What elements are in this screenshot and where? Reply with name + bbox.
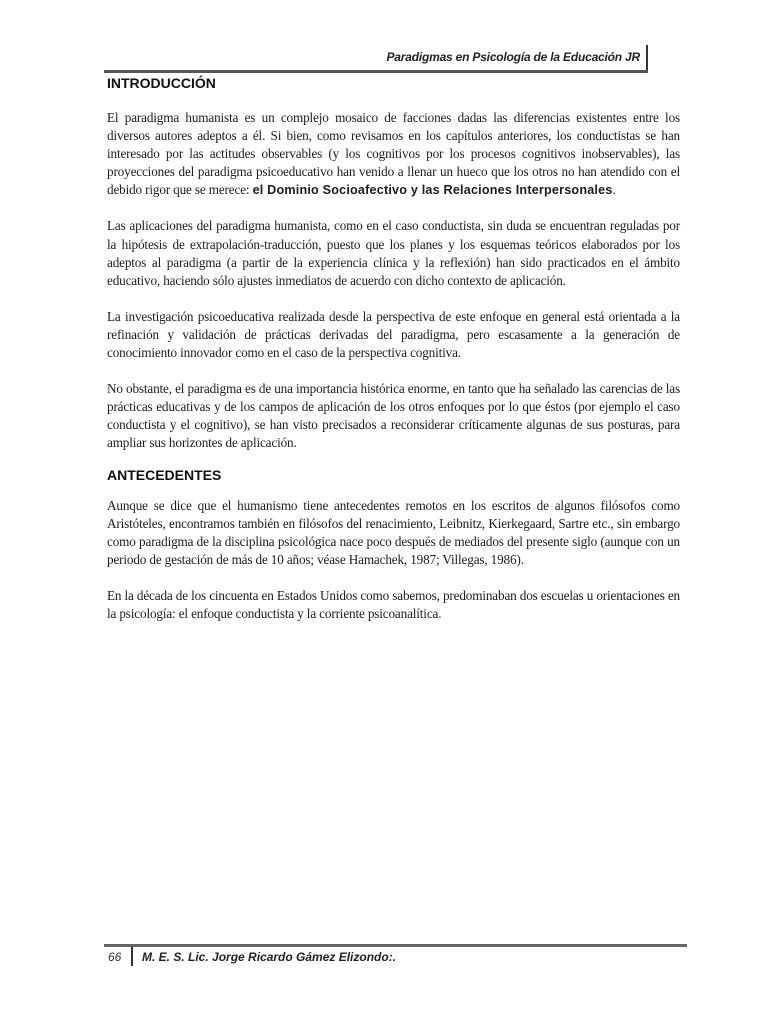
- footer-author: M. E. S. Lic. Jorge Ricardo Gámez Elizondo:.: [142, 950, 397, 964]
- section-heading-antecedentes: ANTECEDENTES: [107, 466, 222, 483]
- intro-paragraph-1-emphasis: el Dominio Socioafectivo y las Relaciones Interpersonales: [252, 183, 613, 198]
- footer-rule: [104, 944, 687, 947]
- antecedentes-paragraph-2: En la década de los cincuenta en Estados Unidos como sabemos, predominaban dos escuelas u orientaciones en la psicología: el enfoque conductista y la corriente psicoanalítica.: [107, 587, 680, 621]
- intro-paragraph-1: [107, 109, 680, 199]
- header-rule: [104, 70, 648, 73]
- page-body: [107, 74, 680, 623]
- running-header-title: Paradigmas en Psicología de la Educación JR: [386, 50, 640, 64]
- intro-paragraph-3: La investigación psicoeducativa realizada desde la perspectiva de este enfoque en general está orientada a la refinación y validación de prácticas derivadas del paradigma, pero escasamente a la generación de conocimiento innovador como en el caso de la perspectiva cognitiva.: [107, 308, 680, 361]
- footer-divider-vertical: [131, 947, 133, 966]
- intro-paragraph-2: Las aplicaciones del paradigma humanista, como en el caso conductista, sin duda se encuentran reguladas por la hipótesis de extrapolación-traducción, puesto que los planes y los esquemas teóricos elaborados por los adeptos al paradigma (a partir de la experiencia clínica y la reflexión) han sido practicados en el ámbito educativo, haciendo sólo ajustes inmediatos de acuerdo con dicho contexto de aplicación.: [107, 218, 680, 288]
- header-divider-vertical: [646, 45, 648, 71]
- intro-paragraph-4: No obstante, el paradigma es de una importancia histórica enorme, en tanto que ha señalado las carencias de las prácticas educativas y de los campos de aplicación de los otros enfoques por lo que éstos (por ejemplo el caso conductista y el cognitivo), se han visto precisados a reconsiderar críticamente algunas de sus posturas, para ampliar sus horizontes de aplicación.: [107, 381, 680, 451]
- intro-paragraph-1-end: .: [612, 182, 616, 198]
- antecedentes-paragraph-1: Aunque se dice que el humanismo tiene antecedentes remotos en los escritos de algunos filósofos como Aristóteles, encontramos también en filósofos del renacimiento, Leibnitz, Kierkegaard, Sartre etc., sin embargo como paradigma de la disciplina psicológica nace poco después de mediados del presente siglo (aunque con un periodo de gestación de más de 10 años; véase Hamachek, 1987; Villegas, 1986).: [107, 497, 680, 567]
- section-heading-introduccion: INTRODUCCIÓN: [107, 75, 216, 91]
- page-number: 66: [108, 950, 122, 964]
- intro-paragraph-1-text: El paradigma humanista es un complejo mosaico de facciones dadas las diferencias existentes entre los diversos autores adeptos a él. Si bien, como revisamos en los capítulos anteriores, los conductistas se han interesado por las actitudes observables (y los cognitivos por los procesos cognitivos inobservables), las proyecciones del paradigma psicoeducativo han venido a llenar un hueco que los otros no han atendido con el debido rigor que se merece:: [107, 110, 680, 198]
